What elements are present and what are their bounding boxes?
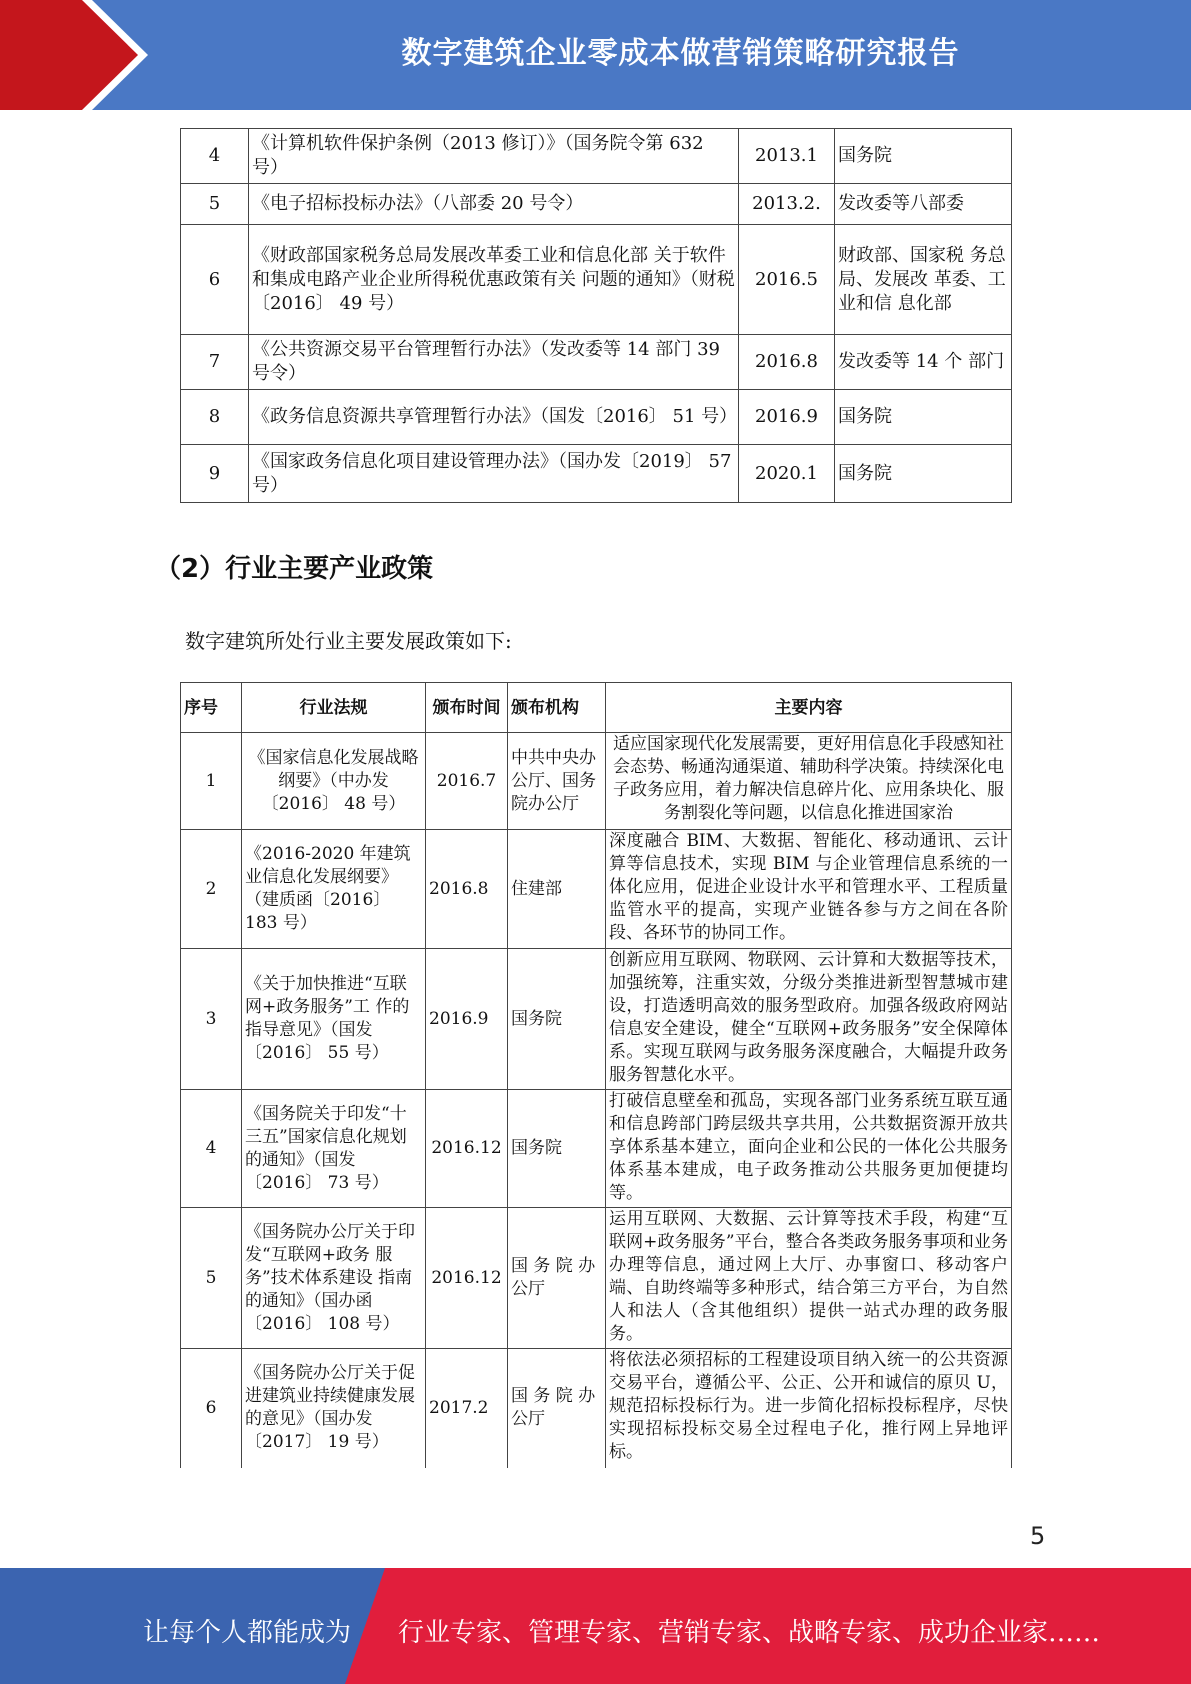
page-header xyxy=(0,0,1191,110)
issuing-body: 国务院 xyxy=(508,1090,606,1208)
main-content: 将依法必须招标的工程建设项目纳入统一的公共资源交易平台，遵循公平、公正、公开和诚信的原贝 U，规范招标投标行为。进一步简化招标投标程序，尽快实现招标投标交易全过程电子化，推行网上异地评标。 xyxy=(606,1349,1012,1468)
regulation-name: 《政务信息资源共享管理暂行办法》（国发〔2016〕 51 号） xyxy=(249,390,739,445)
issuing-body: 国 务 院 办公厅 xyxy=(508,1349,606,1468)
issuing-body: 发改委等八部委 xyxy=(835,184,1012,225)
industry-policy-table xyxy=(180,682,1012,1468)
issue-date: 2016.7 xyxy=(426,733,508,830)
table-row xyxy=(181,1208,1012,1349)
issuing-body: 财政部、国家税 务总局、发展改 革委、工业和信 息化部 xyxy=(835,225,1012,335)
table-row xyxy=(181,335,1012,390)
issuing-body: 国务院 xyxy=(835,445,1012,503)
row-number: 6 xyxy=(181,1349,242,1468)
regulation-name: 《国家信息化发展战略纲要》（中办发〔2016〕 48 号） xyxy=(242,733,426,830)
row-number: 7 xyxy=(181,335,249,390)
table-row xyxy=(181,830,1012,949)
row-number: 1 xyxy=(181,733,242,830)
table-row xyxy=(181,949,1012,1090)
issue-date: 2020.1 xyxy=(739,445,835,503)
regulation-name: 《计算机软件保护条例（2013 修订）》（国务院令第 632 号） xyxy=(249,129,739,184)
header-law: 行业法规 xyxy=(242,683,426,733)
page-number: 5 xyxy=(1030,1522,1046,1550)
regulation-name: 《公共资源交易平台管理暂行办法》（发改委等 14 部门 39 号令） xyxy=(249,335,739,390)
row-number: 4 xyxy=(181,1090,242,1208)
table-row xyxy=(181,184,1012,225)
issuing-body: 国务院 xyxy=(835,129,1012,184)
table-row xyxy=(181,129,1012,184)
issue-date: 2017.2 xyxy=(426,1349,508,1468)
main-content: 打破信息壁垒和孤岛，实现各部门业务系统互联互通和信息跨部门跨层级共享共用，公共数据资源开放共享体系基本建立，面向企业和公民的一体化公共服务体系基本建成，电子政务推动公共服务更加便捷均等。 xyxy=(606,1090,1012,1208)
regulation-name: 《财政部国家税务总局发展改革委工业和信息化部 关于软件和集成电路产业企业所得税优惠政策有关 问题的通知》（财税〔2016〕 49 号） xyxy=(249,225,739,335)
issue-date: 2013.1 xyxy=(739,129,835,184)
main-content: 适应国家现代化发展需要，更好用信息化手段感知社会态势、畅通沟通渠道、辅助科学决策。持续深化电子政务应用，着力解决信息碎片化、应用条块化、服务割裂化等问题，以信息化推进国家治 xyxy=(606,733,1012,830)
table-row xyxy=(181,1090,1012,1208)
regulation-name: 《国务院办公厅关于促进建筑业持续健康发展的意见》（国办发〔2017〕 19 号） xyxy=(242,1349,426,1468)
issue-date: 2016.12 xyxy=(426,1208,508,1349)
issuing-body: 住建部 xyxy=(508,830,606,949)
issue-date: 2016.12 xyxy=(426,1090,508,1208)
row-number: 4 xyxy=(181,129,249,184)
regulation-name: 《国务院关于印发“十三五”国家信息化规划的通知》（国发〔2016〕 73 号） xyxy=(242,1090,426,1208)
table-row xyxy=(181,733,1012,830)
footer-slogan-right: 行业专家、管理专家、营销专家、战略专家、成功企业家…… xyxy=(398,1618,1101,1648)
header-arrow-decoration xyxy=(0,0,150,110)
header-content: 主要内容 xyxy=(606,683,1012,733)
header-no: 序号 xyxy=(181,683,242,733)
header-date: 颁布时间 xyxy=(426,683,508,733)
table-row xyxy=(181,225,1012,335)
section-intro: 数字建筑所处行业主要发展政策如下: xyxy=(185,629,512,653)
page-title: 数字建筑企业零成本做营销策略研究报告 xyxy=(401,36,960,71)
row-number: 6 xyxy=(181,225,249,335)
row-number: 8 xyxy=(181,390,249,445)
issue-date: 2016.5 xyxy=(739,225,835,335)
regulation-name: 《电子招标投标办法》（八部委 20 号令） xyxy=(249,184,739,225)
row-number: 3 xyxy=(181,949,242,1090)
main-content: 创新应用互联网、物联网、云计算和大数据等技术，加强统筹，注重实效，分级分类推进新型智慧城市建设，打造透明高效的服务型政府。加强各级政府网站信息安全建设，健全“互联网+政务服务”安全保障体系。实现互联网与政务服务深度融合，大幅提升政务服务智慧化水平。 xyxy=(606,949,1012,1090)
main-content: 深度融合 BIM、大数据、智能化、移动通讯、云计算等信息技术，实现 BIM 与企业管理信息系统的一体化应用，促进企业设计水平和管理水平、工程质量监管水平的提高，实现产业链各参与方之间在各阶段、各环节的协同工作。 xyxy=(606,830,1012,949)
issue-date: 2016.8 xyxy=(426,830,508,949)
section-heading: （2）行业主要产业政策 xyxy=(155,554,434,584)
regulation-name: 《国务院办公厅关于印发“互联网+政务 服务”技术体系建设 指南的通知》（国办函〔2016〕 108 号） xyxy=(242,1208,426,1349)
issue-date: 2016.8 xyxy=(739,335,835,390)
table-header-row xyxy=(181,683,1012,733)
issuing-body: 中共中央办公厅、国务院办公厅 xyxy=(508,733,606,830)
table-row xyxy=(181,1349,1012,1468)
issuing-body: 国 务 院 办公厅 xyxy=(508,1208,606,1349)
issuing-body: 国务院 xyxy=(508,949,606,1090)
main-content: 运用互联网、大数据、云计算等技术手段，构建“互联网+政务服务”平台，整合各类政务服务事项和业务办理等信息，通过网上大厅、办事窗口、移动客户端、自助终端等多种形式，结合第三方平台，为自然人和法人（含其他组织）提供一站式办理的政务服务。 xyxy=(606,1208,1012,1349)
regulation-name: 《2016-2020 年建筑 业信息化发展纲要》（建质函〔2016〕 183 号） xyxy=(242,830,426,949)
table-row xyxy=(181,445,1012,503)
row-number: 5 xyxy=(181,184,249,225)
row-number: 2 xyxy=(181,830,242,949)
footer-slogan-left: 让每个人都能成为 xyxy=(143,1618,352,1648)
row-number: 5 xyxy=(181,1208,242,1349)
regulation-name: 《关于加快推进“互联网+政务服务”工 作的指导意见》（国发〔2016〕 55 号） xyxy=(242,949,426,1090)
issuing-body: 发改委等 14 个 部门 xyxy=(835,335,1012,390)
regulation-table-continued xyxy=(180,128,1012,503)
table-row xyxy=(181,390,1012,445)
regulation-name: 《国家政务信息化项目建设管理办法》（国办发〔2019〕 57 号） xyxy=(249,445,739,503)
issue-date: 2016.9 xyxy=(739,390,835,445)
header-org: 颁布机构 xyxy=(508,683,606,733)
issuing-body: 国务院 xyxy=(835,390,1012,445)
issue-date: 2016.9 xyxy=(426,949,508,1090)
row-number: 9 xyxy=(181,445,249,503)
issue-date: 2013.2. xyxy=(739,184,835,225)
